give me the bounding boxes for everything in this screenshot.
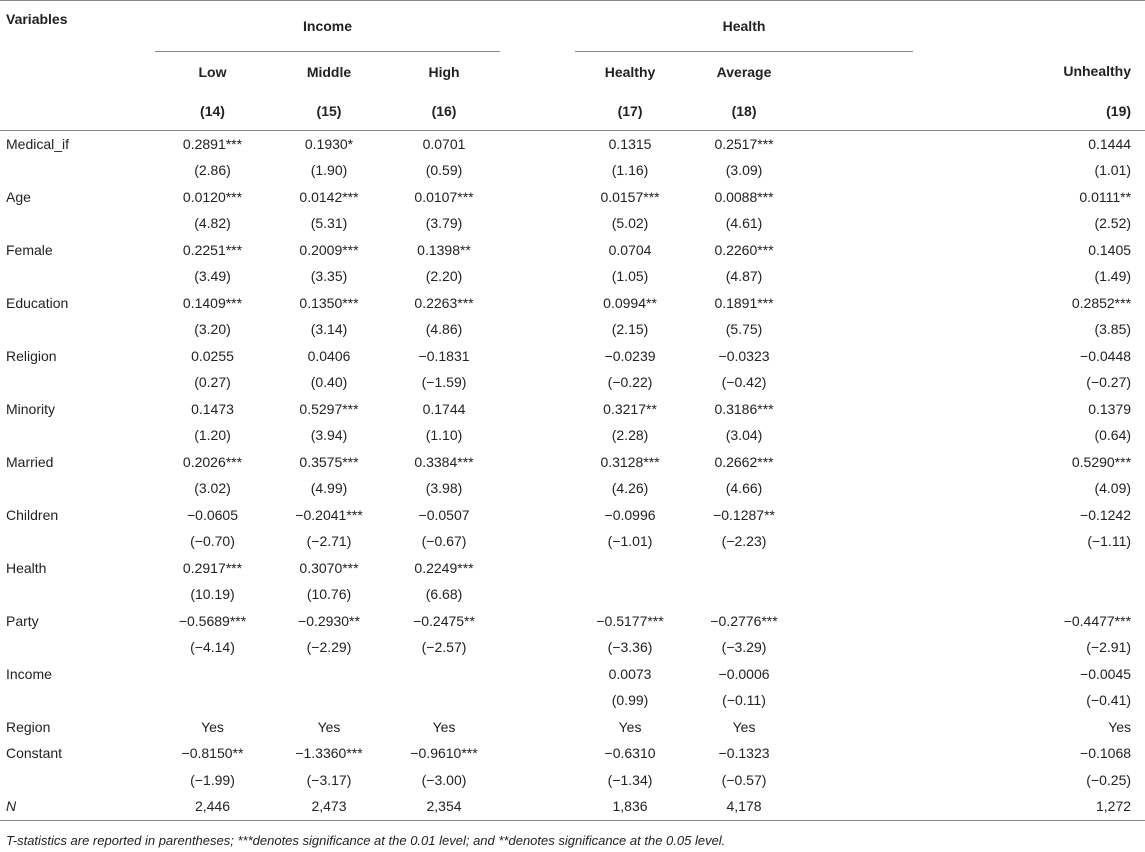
coef-age-4: 0.0088*** xyxy=(714,188,774,205)
coef-religion-0: 0.0255 xyxy=(191,347,234,364)
tstat-children-3: (−1.01) xyxy=(607,533,653,550)
tstat-medical-if-1: (1.90) xyxy=(310,162,348,179)
n-2: 2,354 xyxy=(388,793,500,820)
var-constant: Constant xyxy=(6,745,63,762)
coef-party-5: −0.4477*** xyxy=(1063,612,1132,629)
table-row xyxy=(0,316,1145,343)
tstat-married-5: (4.09) xyxy=(1094,480,1132,497)
tstat-minority-0: (1.20) xyxy=(194,427,231,444)
coef-female-2: 0.1398** xyxy=(417,241,471,258)
tstat-minority-5: (0.64) xyxy=(1094,427,1132,444)
tstat-education-4: (5.75) xyxy=(725,321,763,338)
coef-health-0: 0.2917*** xyxy=(182,559,243,576)
coef-health-1: 0.3070*** xyxy=(299,559,359,576)
tstat-religion-0: (0.27) xyxy=(194,374,231,391)
table-row xyxy=(0,581,1145,608)
var-income: Income xyxy=(6,665,52,682)
table-row xyxy=(0,157,1145,184)
coef-age-1: 0.0142*** xyxy=(299,188,359,205)
coef-children-2: −0.0507 xyxy=(418,506,470,523)
table-row xyxy=(0,714,1145,741)
coef-income-4: −0.0006 xyxy=(718,665,770,682)
tstat-married-4: (4.66) xyxy=(725,480,763,497)
var-education: Education xyxy=(6,294,69,311)
tstat-religion-3: (−0.22) xyxy=(607,374,653,391)
header-row-numbers xyxy=(0,92,1145,131)
coef-education-4: 0.1891*** xyxy=(714,294,774,311)
tstat-party-0: (−4.14) xyxy=(190,639,235,656)
coef-religion-5: −0.0448 xyxy=(1080,347,1132,364)
tstat-female-4: (4.87) xyxy=(725,268,763,285)
tstat-children-0: (−0.70) xyxy=(190,533,235,550)
coef-minority-0: 0.1473 xyxy=(191,400,234,417)
var-medical-if: Medical_if xyxy=(6,135,70,152)
table-row xyxy=(0,528,1145,555)
coef-married-0: 0.2026*** xyxy=(182,453,243,470)
tstat-age-0: (4.82) xyxy=(194,215,231,232)
tstat-income-4: (−0.11) xyxy=(722,692,766,709)
var-minority: Minority xyxy=(6,400,56,417)
tstat-party-4: (−3.29) xyxy=(721,639,767,656)
table-row xyxy=(0,634,1145,661)
var-region: Region xyxy=(6,718,51,735)
coef-female-1: 0.2009*** xyxy=(299,241,359,258)
tstat-female-1: (3.35) xyxy=(310,268,348,285)
tstat-medical-if-4: (3.09) xyxy=(725,162,763,179)
tstat-children-1: (−2.71) xyxy=(306,533,352,550)
header-row-columns xyxy=(0,51,1145,92)
coef-education-3: 0.0994** xyxy=(603,294,657,311)
tstat-party-5: (−2.91) xyxy=(1086,639,1132,656)
table-row xyxy=(0,184,1145,211)
coef-constant-3: −0.6310 xyxy=(604,745,656,762)
coef-married-5: 0.5290*** xyxy=(1071,453,1132,470)
coef-married-1: 0.3575*** xyxy=(299,453,359,470)
coef-education-2: 0.2263*** xyxy=(414,294,474,311)
table-row xyxy=(0,237,1145,264)
coef-income-3: 0.0073 xyxy=(608,665,652,682)
tstat-party-3: (−3.36) xyxy=(607,639,653,656)
coef-married-3: 0.3128*** xyxy=(600,453,660,470)
n-4: 4,178 xyxy=(685,793,803,820)
coef-children-0: −0.0605 xyxy=(187,506,238,523)
coef-education-0: 0.1409*** xyxy=(182,294,243,311)
tstat-education-0: (3.20) xyxy=(194,321,231,338)
tstat-constant-1: (−3.17) xyxy=(306,771,352,788)
table-row xyxy=(0,290,1145,317)
n-1: 2,473 xyxy=(270,793,388,820)
table-row xyxy=(0,449,1145,476)
coef-age-5: 0.0111** xyxy=(1079,188,1132,205)
coef-minority-2: 0.1744 xyxy=(422,400,466,417)
coef-married-2: 0.3384*** xyxy=(414,453,474,470)
coef-health-5 xyxy=(913,555,1145,582)
coef-constant-4: −0.1323 xyxy=(718,745,770,762)
col-high: High xyxy=(428,63,460,80)
tstat-minority-2: (1.10) xyxy=(425,427,463,444)
tstat-education-2: (4.86) xyxy=(425,321,463,338)
coef-religion-4: −0.0323 xyxy=(718,347,770,364)
coef-health-4 xyxy=(685,555,803,582)
coef-medical-if-5: 0.1444 xyxy=(1088,135,1132,152)
tstat-constant-5: (−0.25) xyxy=(1086,771,1132,788)
tstat-party-1: (−2.29) xyxy=(306,639,352,656)
col-healthy: Healthy xyxy=(604,63,656,80)
coef-constant-1: −1.3360*** xyxy=(295,745,363,762)
tstat-constant-0: (−1.99) xyxy=(190,771,235,788)
coef-party-2: −0.2475** xyxy=(413,612,475,629)
coef-health-2: 0.2249*** xyxy=(414,559,474,576)
group-income: Income xyxy=(155,1,500,52)
coef-party-0: −0.5689*** xyxy=(178,612,247,629)
num-18: (18) xyxy=(685,92,803,131)
col-average: Average xyxy=(716,63,772,80)
tstat-income-5: (−0.41) xyxy=(1086,692,1132,709)
num-17: (17) xyxy=(575,92,685,131)
table-row xyxy=(0,661,1145,688)
tstat-health-1: (10.76) xyxy=(306,586,352,603)
coef-constant-5: −0.1068 xyxy=(1080,745,1132,762)
tstat-constant-2: (−3.00) xyxy=(421,771,467,788)
variables-label: Variables xyxy=(0,1,155,52)
tstat-age-3: (5.02) xyxy=(611,215,649,232)
coef-constant-2: −0.9610*** xyxy=(410,745,478,762)
region-2: Yes xyxy=(432,718,456,735)
coef-children-1: −0.2041*** xyxy=(295,506,363,523)
tstat-health-5 xyxy=(913,581,1145,608)
num-14: (14) xyxy=(155,92,270,131)
tstat-married-3: (4.26) xyxy=(611,480,649,497)
region-4: Yes xyxy=(732,718,756,735)
tstat-party-2: (−2.57) xyxy=(421,639,467,656)
coef-income-1 xyxy=(270,661,388,688)
coef-minority-4: 0.3186*** xyxy=(714,400,774,417)
coef-party-4: −0.2776*** xyxy=(710,612,778,629)
coef-minority-3: 0.3217** xyxy=(603,400,657,417)
tstat-health-2: (6.68) xyxy=(425,586,463,603)
tstat-medical-if-0: (2.86) xyxy=(194,162,231,179)
tstat-female-2: (2.20) xyxy=(425,268,463,285)
tstat-age-2: (3.79) xyxy=(425,215,463,232)
table-row xyxy=(0,555,1145,582)
tstat-religion-1: (0.40) xyxy=(310,374,348,391)
num-15: (15) xyxy=(270,92,388,131)
tstat-minority-3: (2.28) xyxy=(611,427,649,444)
coef-medical-if-4: 0.2517*** xyxy=(714,135,774,152)
n-0: 2,446 xyxy=(155,793,270,820)
coef-married-4: 0.2662*** xyxy=(714,453,774,470)
coef-religion-3: −0.0239 xyxy=(604,347,656,364)
tstat-children-4: (−2.23) xyxy=(721,533,767,550)
coef-constant-0: −0.8150** xyxy=(181,745,244,762)
tstat-religion-5: (−0.27) xyxy=(1086,374,1132,391)
var-female: Female xyxy=(6,241,53,258)
coef-health-3 xyxy=(575,555,685,582)
table-row xyxy=(0,130,1145,157)
tstat-age-4: (4.61) xyxy=(725,215,763,232)
tstat-married-0: (3.02) xyxy=(194,480,231,497)
coef-religion-1: 0.0406 xyxy=(307,347,351,364)
table-row xyxy=(0,767,1145,794)
num-16: (16) xyxy=(388,92,500,131)
coef-party-3: −0.5177*** xyxy=(596,612,664,629)
table-row xyxy=(0,740,1145,767)
tstat-married-2: (3.98) xyxy=(425,480,463,497)
coef-female-4: 0.2260*** xyxy=(714,241,774,258)
tstat-female-0: (3.49) xyxy=(194,268,231,285)
col-low: Low xyxy=(198,63,227,80)
tstat-medical-if-2: (0.59) xyxy=(425,162,463,179)
var-religion: Religion xyxy=(6,347,57,364)
table-row xyxy=(0,210,1145,237)
var-age: Age xyxy=(6,188,31,205)
tstat-health-3 xyxy=(575,581,685,608)
table-footnote: T-statistics are reported in parentheses; ***denotes significance at the 0.01 level; and **denotes significance at the 0.05 level. xyxy=(6,833,726,848)
table-row xyxy=(0,608,1145,635)
tstat-income-3: (0.99) xyxy=(611,692,649,709)
coef-income-0 xyxy=(155,661,270,688)
tstat-married-1: (4.99) xyxy=(310,480,348,497)
col-middle: Middle xyxy=(306,63,352,80)
var-children: Children xyxy=(6,506,59,523)
coef-female-3: 0.0704 xyxy=(608,241,652,258)
group-health: Health xyxy=(575,1,913,52)
region-3: Yes xyxy=(618,718,642,735)
coef-income-2 xyxy=(388,661,500,688)
tstat-minority-1: (3.94) xyxy=(310,427,348,444)
table-row xyxy=(0,422,1145,449)
tstat-education-5: (3.85) xyxy=(1094,321,1132,338)
table-row xyxy=(0,793,1145,820)
coef-age-2: 0.0107*** xyxy=(414,188,474,205)
region-1: Yes xyxy=(317,718,341,735)
n-5: 1,272 xyxy=(913,793,1145,820)
table-row xyxy=(0,502,1145,529)
coef-medical-if-0: 0.2891*** xyxy=(182,135,243,152)
tstat-medical-if-5: (1.01) xyxy=(1094,162,1132,179)
region-0: Yes xyxy=(201,718,224,735)
var-married: Married xyxy=(6,453,54,470)
tstat-age-1: (5.31) xyxy=(310,215,348,232)
coef-medical-if-3: 0.1315 xyxy=(608,135,652,152)
tstat-education-1: (3.14) xyxy=(310,321,348,338)
tstat-health-4 xyxy=(685,581,803,608)
tstat-religion-2: (−1.59) xyxy=(421,374,467,391)
tstat-children-5: (−1.11) xyxy=(1087,533,1132,550)
coef-education-5: 0.2852*** xyxy=(1071,294,1132,311)
header-row-groups xyxy=(0,1,1145,52)
tstat-income-2 xyxy=(388,687,500,714)
coef-age-0: 0.0120*** xyxy=(182,188,243,205)
coef-income-5: −0.0045 xyxy=(1080,665,1132,682)
tstat-female-5: (1.49) xyxy=(1094,268,1132,285)
col-unhealthy: Unhealthy xyxy=(1063,63,1132,80)
coef-religion-2: −0.1831 xyxy=(418,347,470,364)
tstat-age-5: (2.52) xyxy=(1094,215,1132,232)
tstat-health-0: (10.19) xyxy=(190,586,235,603)
tstat-female-3: (1.05) xyxy=(611,268,649,285)
coef-children-3: −0.0996 xyxy=(604,506,656,523)
coef-education-1: 0.1350*** xyxy=(299,294,359,311)
table-row xyxy=(0,475,1145,502)
table-row xyxy=(0,263,1145,290)
tstat-children-2: (−0.67) xyxy=(421,533,467,550)
var-n: N xyxy=(0,793,155,820)
tstat-constant-3: (−1.34) xyxy=(607,771,653,788)
tstat-medical-if-3: (1.16) xyxy=(611,162,649,179)
tstat-income-0 xyxy=(155,687,270,714)
tstat-minority-4: (3.04) xyxy=(725,427,763,444)
coef-age-3: 0.0157*** xyxy=(600,188,660,205)
table-row xyxy=(0,343,1145,370)
coef-medical-if-2: 0.0701 xyxy=(422,135,466,152)
var-health: Health xyxy=(6,559,47,576)
tstat-education-3: (2.15) xyxy=(611,321,649,338)
coef-minority-1: 0.5297*** xyxy=(299,400,359,417)
coef-children-5: −0.1242 xyxy=(1080,506,1132,523)
region-5: Yes xyxy=(1108,718,1132,735)
tstat-constant-4: (−0.57) xyxy=(721,771,767,788)
tstat-income-1 xyxy=(270,687,388,714)
table-row xyxy=(0,687,1145,714)
coef-female-5: 0.1405 xyxy=(1088,241,1132,258)
coef-children-4: −0.1287** xyxy=(713,506,775,523)
table-row xyxy=(0,396,1145,423)
tstat-religion-4: (−0.42) xyxy=(721,374,767,391)
coef-minority-5: 0.1379 xyxy=(1088,400,1132,417)
coef-medical-if-1: 0.1930* xyxy=(304,135,354,152)
num-19: (19) xyxy=(913,92,1145,131)
n-3: 1,836 xyxy=(575,793,685,820)
table-row xyxy=(0,369,1145,396)
var-party: Party xyxy=(6,612,39,629)
coef-female-0: 0.2251*** xyxy=(182,241,243,258)
coef-party-1: −0.2930** xyxy=(298,612,360,629)
